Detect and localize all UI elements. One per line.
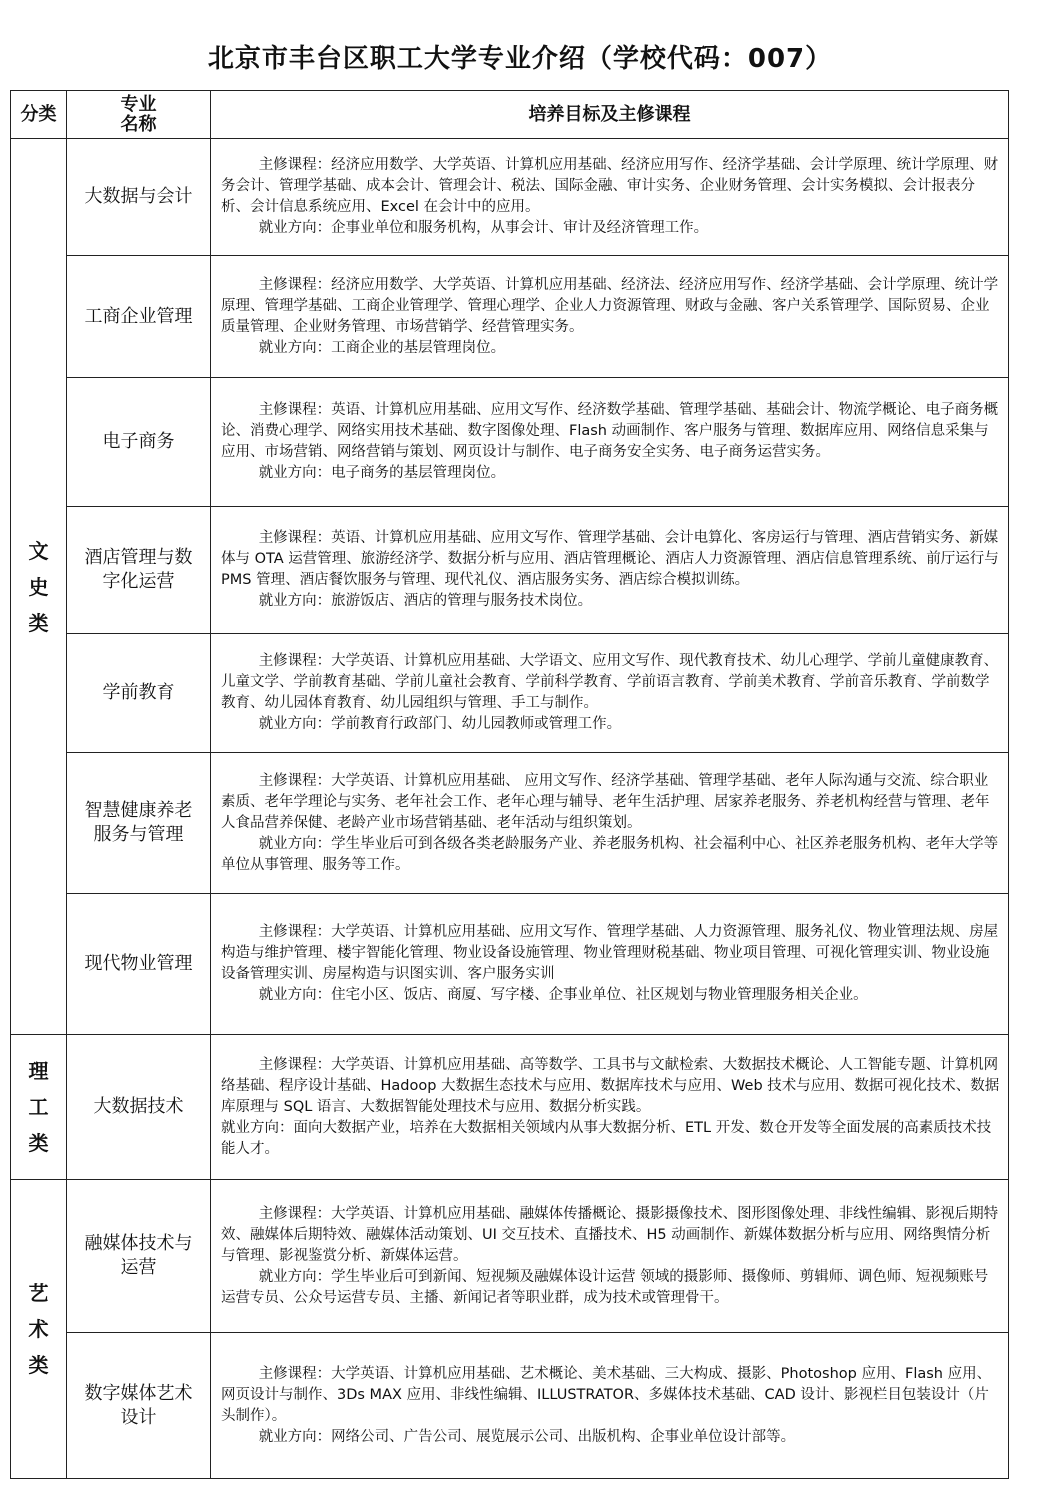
header-content: 培养目标及主修课程 [211,91,1009,139]
header-category: 分类 [11,91,67,139]
major-name: 酒店管理与数字化运营 [67,507,211,634]
major-description [211,378,1009,507]
major-description [211,634,1009,753]
table-row [11,256,1009,378]
category-wenshi: 文史类 [11,139,67,1035]
career-text: 就业方向：企事业单位和服务机构，从事会计、审计及经济管理工作。 [258,220,709,236]
courses-text: 主修课程：经济应用数学、大学英语、计算机应用基础、经济法、经济应用写作、经济学基础、会计学原理、统计学原理、管理学基础、工商企业管理学、管理心理学、企业人力资源管理、财政与金融、客户关系管理学、国际贸易、企业质量管理、企业财务管理、市场营销学、经营管理实务。 [221,276,999,335]
header-major: 专业名称 [67,91,211,139]
major-description [211,894,1009,1035]
major-name: 工商企业管理 [67,256,211,378]
category-yishu: 艺术类 [11,1180,67,1479]
major-name: 大数据技术 [67,1035,211,1180]
major-name: 现代物业管理 [67,894,211,1035]
table-row [11,378,1009,507]
career-text: 就业方向：学生毕业后可到各级各类老龄服务产业、养老服务机构、社会福利中心、社区养老服务机构、老年大学等单位从事管理、服务等工作。 [221,835,999,873]
table-row [11,139,1009,256]
career-text: 就业方向：电子商务的基层管理岗位。 [258,465,506,481]
major-description [211,1333,1009,1479]
courses-text: 主修课程：大学英语、计算机应用基础、应用文写作、管理学基础、人力资源管理、服务礼仪、物业管理法规、房屋构造与维护管理、楼宇智能化管理、物业设备设施管理、物业管理财税基础、物业项目管理、可视化管理实训、物业设施设备管理实训、房屋构造与识图实训、客户服务实训 [221,924,999,982]
career-text: 就业方向：面向大数据产业，培养在大数据相关领域内从事大数据分析、ETL 开发、数仓开发等全面发展的高素质技术技能人才。 [221,1119,992,1157]
courses-text: 主修课程：经济应用数学、大学英语、计算机应用基础、经济应用写作、经济学基础、会计学原理、统计学原理、财务会计、管理学基础、成本会计、管理会计、税法、国际金融、审计实务、企业财务管理、会计实务模拟、会计报表分析、会计信息系统应用、Excel 在会计中的应用。 [221,157,999,215]
table-row [11,894,1009,1035]
table-header-row [11,91,1009,139]
courses-text: 主修课程：大学英语、计算机应用基础、融媒体传播概论、摄影摄像技术、图形图像处理、非线性编辑、影视后期特效、融媒体后期特效、融媒体活动策划、UI 交互技术、直播技术、H5 动画制作、新媒体数据分析与应用、网络舆情分析与管理、影视鉴赏分析、新媒体运营。 [221,1205,999,1264]
major-name: 数字媒体艺术设计 [67,1333,211,1479]
career-text: 就业方向：住宅小区、饭店、商厦、写字楼、企事业单位、社区规划与物业管理服务相关企业。 [258,987,868,1003]
major-description [211,256,1009,378]
table-row [11,1180,1009,1333]
courses-text: 主修课程：英语、计算机应用基础、应用文写作、管理学基础、会计电算化、客房运行与管理、酒店营销实务、新媒体与 OTA 运营管理、旅游经济学、数据分析与应用、酒店管理概论、酒店人力资源管理、酒店信息管理系统、前厅运行与 PMS 管理、酒店餐饮服务与管理、现代礼仪、酒店服务实务、酒店综合模拟训练。 [221,530,999,588]
career-text: 就业方向：工商企业的基层管理岗位。 [258,339,506,356]
major-name: 电子商务 [67,378,211,507]
courses-text: 主修课程：大学英语、计算机应用基础、艺术概论、美术基础、三大构成、摄影、Photoshop 应用、Flash 应用、 网页设计与制作、3Ds MAX 应用、非线性编辑、ILLUSTRATOR、多媒体技术基础、CAD 设计、影视栏目包装设计（片头制作）。 [221,1365,992,1424]
major-description [211,139,1009,256]
category-ligong: 理工类 [11,1035,67,1180]
majors-table [10,90,1009,1479]
table-row [11,753,1009,894]
major-description [211,753,1009,894]
courses-text: 主修课程：英语、计算机应用基础、应用文写作、经济数学基础、管理学基础、基础会计、物流学概论、电子商务概论、消费心理学、网络实用技术基础、数字图像处理、Flash 动画制作、客户服务与管理、数据库应用、网络信息采集与应用、市场营销、网络营销与策划、网页设计与制作、电子商务安全实务、电子商务运营实务。 [221,402,999,460]
major-name: 大数据与会计 [67,139,211,256]
table-row [11,1035,1009,1180]
major-name: 融媒体技术与运营 [67,1180,211,1333]
courses-text: 主修课程：大学英语、计算机应用基础、大学语文、应用文写作、现代教育技术、幼儿心理学、学前儿童健康教育、儿童文学、学前教育基础、学前儿童社会教育、学前科学教育、学前语言教育、学前美术教育、学前音乐教育、学前数学教育、幼儿园体育教育、幼儿园组织与管理、手工与制作。 [221,653,999,711]
page-title: 北京市丰台区职工大学专业介绍（学校代码：007） [207,44,833,74]
table-row [11,507,1009,634]
courses-text: 主修课程：大学英语、计算机应用基础、 应用文写作、经济学基础、管理学基础、老年人际沟通与交流、综合职业素质、老年学理论与实务、老年社会工作、老年心理与辅导、老年生活护理、居家养老服务、养老机构经营与管理、老年人食品营养保健、老龄产业市场营销基础、老年活动与组织策划。 [221,772,990,831]
career-text: 就业方向：学生毕业后可到新闻、短视频及融媒体设计运营 领域的摄影师、摄像师、剪辑师、调色师、短视频账号运营专员、公众号运营专员、主播、新闻记者等职业群，成为技术或管理骨干。 [221,1268,989,1306]
career-text: 就业方向：旅游饭店、酒店的管理与服务技术岗位。 [258,593,593,609]
table-row [11,634,1009,753]
career-text: 就业方向：学前教育行政部门、幼儿园教师或管理工作。 [258,716,622,732]
major-description [211,1035,1009,1180]
courses-text: 主修课程：大学英语、计算机应用基础、高等数学、工具书与文献检索、大数据技术概论、人工智能专题、计算机网络基础、程序设计基础、Hadoop 大数据生态技术与应用、数据库技术与应用、Web 技术与应用、数据可视化技术、数据库原理与 SQL 语言、大数据智能处理技术与应用、数据分析实践。 [221,1056,1000,1115]
major-description [211,507,1009,634]
major-name: 智慧健康养老服务与管理 [67,753,211,894]
career-text: 就业方向：网络公司、广告公司、展览展示公司、出版机构、企事业单位设计部等。 [258,1428,796,1445]
major-name: 学前教育 [67,634,211,753]
major-description [211,1180,1009,1333]
table-row [11,1333,1009,1479]
